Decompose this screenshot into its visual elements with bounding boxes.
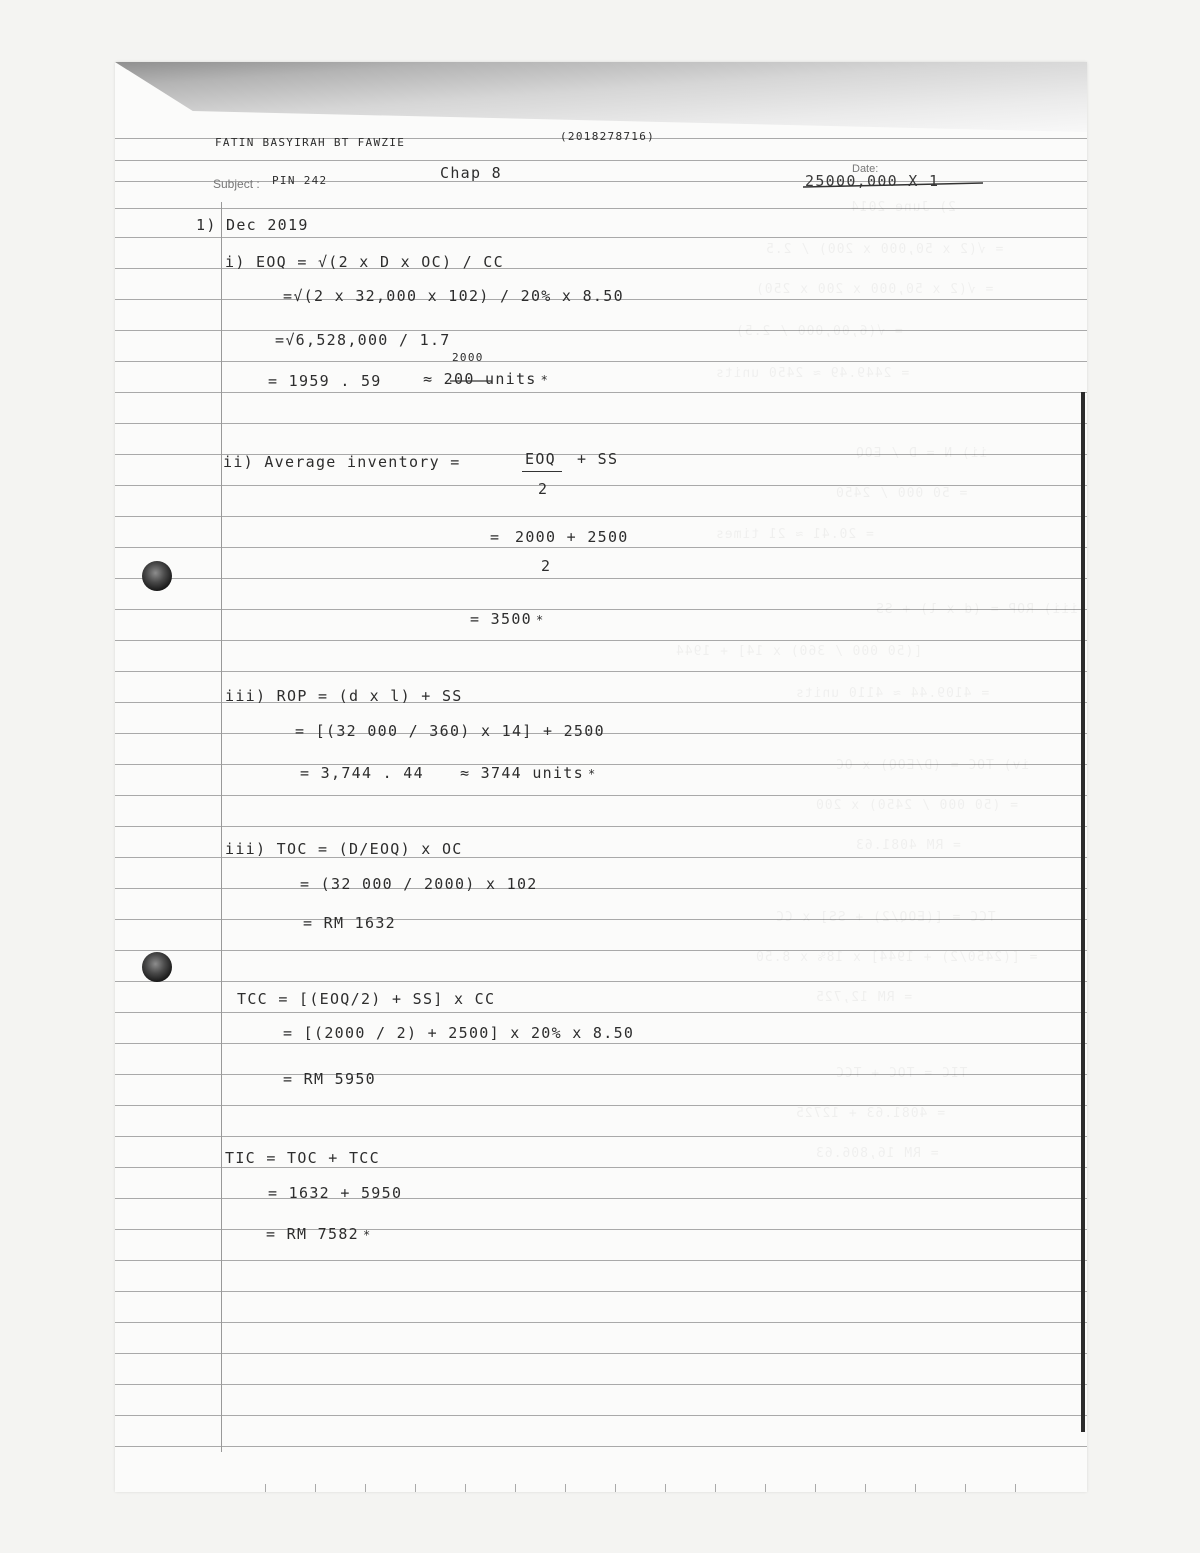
eoq-rounded: ≈ 200 units * <box>423 370 550 388</box>
rop-result: = 3,744 . 44 <box>300 764 424 782</box>
avg-inventory-result: = 3500 * <box>470 610 545 628</box>
tic-formula: TIC = TOC + TCC <box>225 1149 380 1167</box>
margin-line <box>221 202 222 1452</box>
page-edge-shadow <box>1081 392 1085 1432</box>
rop-rounded: ≈ 3744 units * <box>460 764 597 782</box>
date-label: Date: <box>852 163 879 175</box>
tic-result: = RM 7582 * <box>266 1225 372 1243</box>
toc-substitution: = (32 000 / 2000) x 102 <box>300 875 538 893</box>
student-name: FATIN BASYIRAH BT FAWZIE <box>215 136 406 149</box>
tic-substitution: = 1632 + 5950 <box>268 1184 403 1202</box>
question-title: Dec 2019 <box>226 216 309 234</box>
rop-substitution: = [(32 000 / 360) x 14] + 2500 <box>295 722 605 740</box>
eoq-formula: i) EOQ = √(2 x D x OC) / CC <box>225 253 504 271</box>
subject-value: PIN 242 <box>272 174 328 187</box>
eoq-correction: 2000 <box>452 351 484 364</box>
binder-hole-top <box>142 561 172 591</box>
eoq-simplified: =√6,528,000 / 1.7 <box>275 331 451 349</box>
toc-result: = RM 1632 <box>303 914 396 932</box>
chapter-label: Chap 8 <box>440 164 502 182</box>
avg-inventory-formula: ii) Average inventory = <box>223 453 461 471</box>
question-number: 1) <box>196 216 217 234</box>
avg-substitution-numerator: 2000 + 2500 <box>515 528 629 546</box>
binder-hole-bottom <box>142 952 172 982</box>
avg-fraction-denominator: 2 <box>538 480 549 498</box>
tcc-formula: TCC = [(EOQ/2) + SS] x CC <box>237 990 496 1008</box>
eoq-result: = 1959 . 59 <box>268 372 382 390</box>
notebook-page <box>115 62 1087 1492</box>
avg-eq-sign: = <box>490 528 501 546</box>
rop-formula: iii) ROP = (d x l) + SS <box>225 687 463 705</box>
tcc-substitution: = [(2000 / 2) + 2500] x 20% x 8.50 <box>283 1024 635 1042</box>
avg-fraction-numerator: EOQ <box>525 450 556 468</box>
avg-safety-stock: + SS <box>577 450 619 468</box>
date-scribble: 25000,000 X 1 <box>805 172 940 190</box>
student-id: (2018278716) <box>560 130 656 143</box>
eoq-substitution: =√(2 x 32,000 x 102) / 20% x 8.50 <box>283 287 624 305</box>
tcc-result: = RM 5950 <box>283 1070 376 1088</box>
avg-substitution-denominator: 2 <box>541 557 552 575</box>
date-strikethrough <box>803 175 983 197</box>
page-fold-shadow <box>115 62 1087 132</box>
subject-label: Subject : <box>213 177 260 191</box>
avg-fraction-bar <box>522 471 562 472</box>
toc-formula: iii) TOC = (D/EOQ) x OC <box>225 840 463 858</box>
eoq-strike <box>448 372 494 390</box>
